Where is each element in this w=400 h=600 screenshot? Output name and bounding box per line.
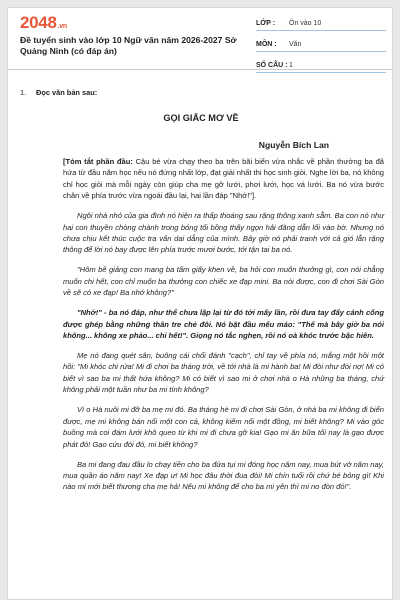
paragraph-1: Ngôi nhà nhỏ của gia đình nó hiện ra thấp thoáng sau rặng thông xanh sẫm. Ba con nó như hai con thuyền chòng chành trong bóng tối bồng thấy ngọn hải đăng dẫn lối vào bờ. Nhưng nó chưa chịu kết thúc cuộc tra vấn dai dẳng của mình. Bây giờ nó phải tranh với cả gió lẫn rặng thông để lời nó bay được lên phía trước mươi bước, tới tận tai ba nó. — [63, 211, 384, 255]
header-divider — [8, 69, 392, 70]
passage-author: Nguyễn Bích Lan — [258, 140, 329, 150]
logo-suffix: .vn — [57, 23, 67, 30]
paragraph-3: "Nhớ!" - ba nó đáp, như thể chưa lặp lại từ đó tới mấy lần, rồi đưa tay đẩy cánh cổng được ghép bằng những thân tre chẻ đôi. Nó bật đầu mếu máo: "Thế mà bây giờ ba nói không... không xe phảo... chi hết!". Giọng nó tắc nghẹn, rồi nó oà khóc trước bậc hiên. — [63, 308, 384, 341]
meta-label: SỐ CÂU : — [256, 61, 288, 69]
meta-row-socau — [256, 58, 386, 73]
meta-label: LỚP : — [256, 19, 276, 27]
passage-body — [63, 156, 384, 501]
document-header — [8, 8, 392, 69]
meta-label: MÔN : — [256, 40, 277, 48]
paragraph-6: Ba mi đang đau đầu lo chạy tiền cho ba đứa tụi mi đóng học năm nay, mua bút vở năm nay, mua quần áo năm nay! Xe đạp ư! Mi học đâu thời đua đòi! Mi chín tuổi rồi chứ bé bỏng gì! Khi nào mi mới biết thương cha mẹ hả! Nếu mi không để cho ba mi yên thì mi no đòn đó!". — [63, 459, 384, 492]
paragraph-4: Mẹ nó đang quét sân, buông cái chổi đánh "cạch", chỉ tay về phía nó, mắng một hồi một hồi: "Mi khóc chi rứa! Mi đi chơi ba tháng trời, về tới nhà là mi hành ba! Mi đòi như đòi nợ! Mi có biết vì sao ba mi thất hứa không? Mi có biết vì sao mi ở chơi nhà o Hà những ba tháng, chứ không phải một tuần như ba mi tính không? — [63, 351, 384, 395]
site-logo[interactable] — [20, 13, 67, 33]
document-title: Đề tuyển sinh vào lớp 10 Ngữ văn năm 2026-2027 Sở Quảng Ninh (có đáp án) — [20, 35, 237, 56]
summary-paragraph — [63, 156, 384, 202]
question-heading — [20, 88, 97, 97]
summary-text: Cậu bé vừa chạy theo ba trên bãi biển vừa nhắc về phần thưởng ba đã hứa từ đầu năm học nếu nó đứng nhất lớp, đạt giải nhất thi học sinh giỏi. Nghe lời ba, nó không chỉ học giỏi mà mỗi ngày còn giúp cha mẹ gỡ lưới, phơi lưới, học vá lưới. Ba nó vừa bước chân về phía trước vừa ngoái đầu lại, hai lần đáp "Nhớ!"]. — [63, 157, 384, 201]
passage-title: GỌI GIẤC MƠ VỀ — [163, 113, 239, 123]
meta-row-lop — [256, 16, 386, 31]
paragraph-2: "Hôm bế giảng con mang ba tấm giấy khen về, ba hỏi con muốn thưởng gì, con nói chẳng muốn chi hết, con chỉ muốn ba thưởng con chiếc xe đạp mini. Ba nói được, con đi chơi Sài Gòn về sẽ có xe đạp! Ba nhớ không?" — [63, 265, 384, 298]
logo-text: 2048 — [20, 13, 57, 32]
meta-row-mon — [256, 37, 386, 52]
meta-value: Văn — [289, 40, 302, 48]
meta-value: 1 — [289, 61, 293, 69]
document-page — [7, 7, 393, 600]
question-label: Đọc văn bản sau: — [36, 88, 98, 97]
paragraph-5: Vì o Hà nuôi mi đỡ ba mẹ mi đó. Ba tháng hè mi đi chơi Sài Gòn, ở nhà ba mi không đi biển được, mẹ mi không bán nổi một con cá, không kiếm nổi một đồng, mi biết không? Mi vào góc buồng mà coi đám lưới khô queo từ khi mi đi chưa gỡ kia! Gạo mi ăn bữa tối nay là gạo được phát đó! Gạo cứu đói đó, mi biết không? — [63, 405, 384, 449]
question-number: 1. — [20, 88, 27, 97]
summary-heading: [Tóm tắt phần đầu: — [63, 157, 133, 166]
meta-value: Ôn vào 10 — [289, 19, 322, 27]
